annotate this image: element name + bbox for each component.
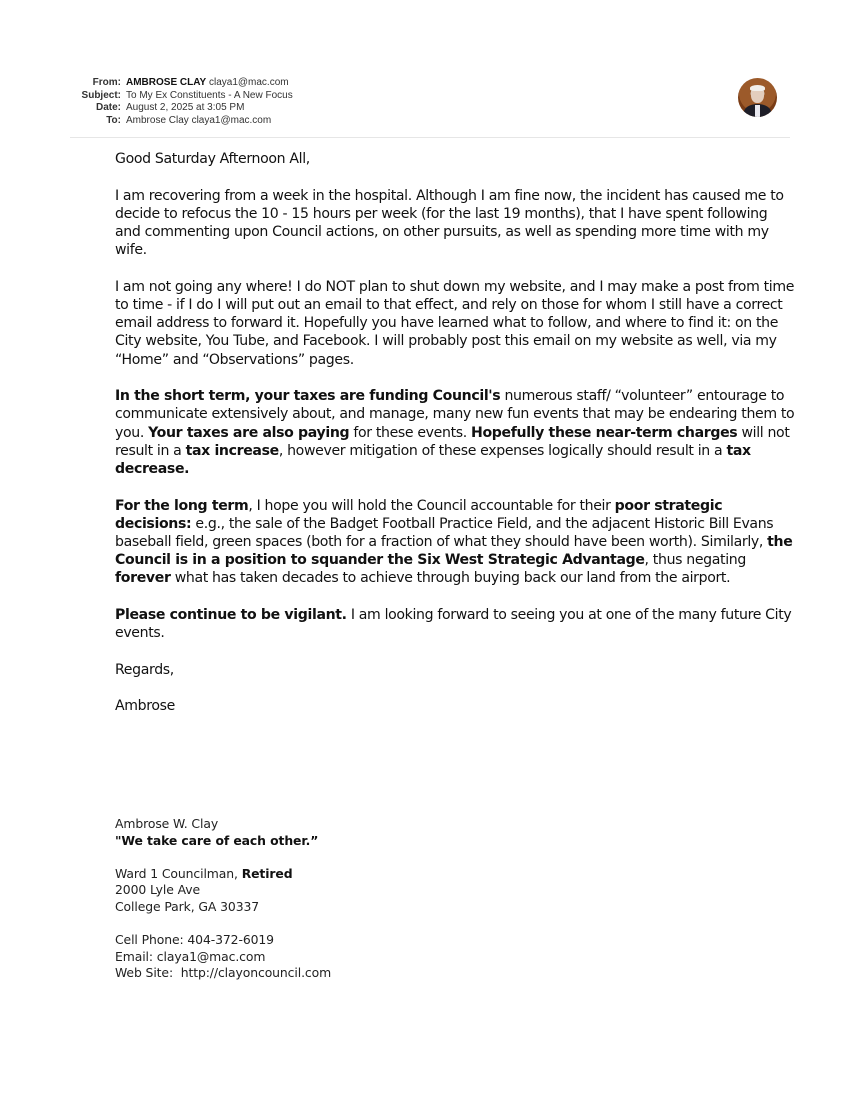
emphasis: tax increase	[185, 442, 279, 459]
from-label: From:	[92, 77, 121, 88]
signature-title-retired: Retired	[241, 865, 293, 881]
emphasis: Please continue to be vigilant.	[115, 607, 347, 624]
emphasis: For the long term	[115, 497, 249, 514]
text: what has taken decades to achieve through buying back our land from the airport.	[170, 570, 731, 587]
text: will not result in a	[115, 424, 790, 459]
text: , however mitigation of these expenses logically should result in a	[278, 442, 727, 459]
paragraph-short-term	[115, 387, 795, 478]
paragraph-website: I am not going any where! I do NOT plan to shut down my website, and I may make a post from time to time - if I do I will put out an email to that effect, and rely on those for whom I still have a correct email address to forward it. Hopefully you have learned what to follow, and where to find it: on the City website, You Tube, and Facebook. I will probably post this email on my website as well, via my “Home” and “Observations” pages.	[115, 278, 795, 368]
to-row	[60, 115, 800, 128]
signature-email[interactable]: Email: claya1@mac.com	[115, 948, 266, 964]
text: , I hope you will hold the Council accountable for their	[248, 497, 615, 514]
subject-value: To My Ex Constituents - A New Focus	[126, 89, 293, 101]
sender-name: AMBROSE CLAY	[126, 77, 207, 88]
avatar-shirt-shape	[755, 105, 760, 117]
sender-email[interactable]: claya1@mac.com	[208, 77, 289, 88]
emphasis: In the short term, your taxes are funding Council's	[115, 388, 501, 405]
signature-website-link[interactable]: http://clayoncouncil.com	[180, 965, 332, 981]
paragraph-recovery: I am recovering from a week in the hospital. Although I am fine now, the incident has caused me to decide to refocus the 10 - 15 hours per week (for the last 19 months), that I have spent following and commenting upon Council actions, on other pursuits, as well as spending more time with my wife.	[115, 187, 784, 259]
emphasis: Hopefully these near-term charges	[471, 424, 738, 441]
signature-contact	[115, 932, 515, 982]
signature-website-label: Web Site:	[115, 965, 181, 981]
signature-full-name: Ambrose W. Clay	[115, 816, 219, 831]
signature-city: College Park, GA 30337	[115, 898, 260, 914]
greeting: Good Saturday Afternoon All,	[115, 151, 310, 167]
paragraph-long-term	[115, 497, 795, 588]
paragraph-vigilant	[115, 606, 795, 642]
to-label: To:	[106, 114, 121, 126]
email-body	[115, 150, 795, 734]
text: numerous staff/ “volunteer” entourage to communicate extensively about, and manage, many new fun events that may be endearing them to you.	[115, 388, 795, 441]
emphasis: the Council is in a position to squander the Six West Strategic Advantage	[115, 534, 793, 569]
header-divider	[70, 137, 790, 138]
emphasis: forever	[115, 570, 171, 587]
signature-identity	[115, 816, 515, 849]
closing: Regards,	[115, 661, 174, 678]
to-value[interactable]: Ambrose Clay claya1@mac.com	[126, 114, 272, 126]
subject-row	[60, 90, 800, 103]
signature-title: Ward 1 Councilman,	[115, 865, 242, 881]
text: for these events.	[349, 424, 472, 441]
avatar-hair-shape	[750, 85, 765, 91]
signature-street: 2000 Lyle Ave	[115, 882, 200, 898]
from-row	[60, 77, 800, 90]
signature-motto: "We take care of each other.”	[115, 832, 319, 848]
emphasis: tax decrease.	[115, 442, 751, 478]
from-value[interactable]	[126, 77, 289, 90]
text: I am looking forward to seeing you at one of the many future City events.	[115, 607, 792, 642]
emphasis: Your taxes are also paying	[148, 424, 350, 441]
signature-address	[115, 866, 515, 916]
sign-off-name: Ambrose	[115, 698, 175, 715]
date-row	[60, 102, 800, 115]
subject-label: Subject:	[81, 89, 121, 101]
date-value: August 2, 2025 at 3:05 PM	[126, 102, 245, 113]
email-signature	[115, 816, 515, 999]
email-header	[60, 77, 800, 127]
emphasis: poor strategic decisions:	[115, 497, 723, 532]
sender-avatar[interactable]	[738, 78, 777, 117]
date-label: Date:	[95, 102, 121, 113]
signature-phone: Cell Phone: 404-372-6019	[115, 932, 274, 948]
text: , thus negating	[644, 552, 746, 569]
text: e.g., the sale of the Badget Football Practice Field, and the adjacent Historic Bill Evans baseball field, green spaces (both for a fraction of what they should have been worth). Similarly,	[115, 515, 774, 551]
